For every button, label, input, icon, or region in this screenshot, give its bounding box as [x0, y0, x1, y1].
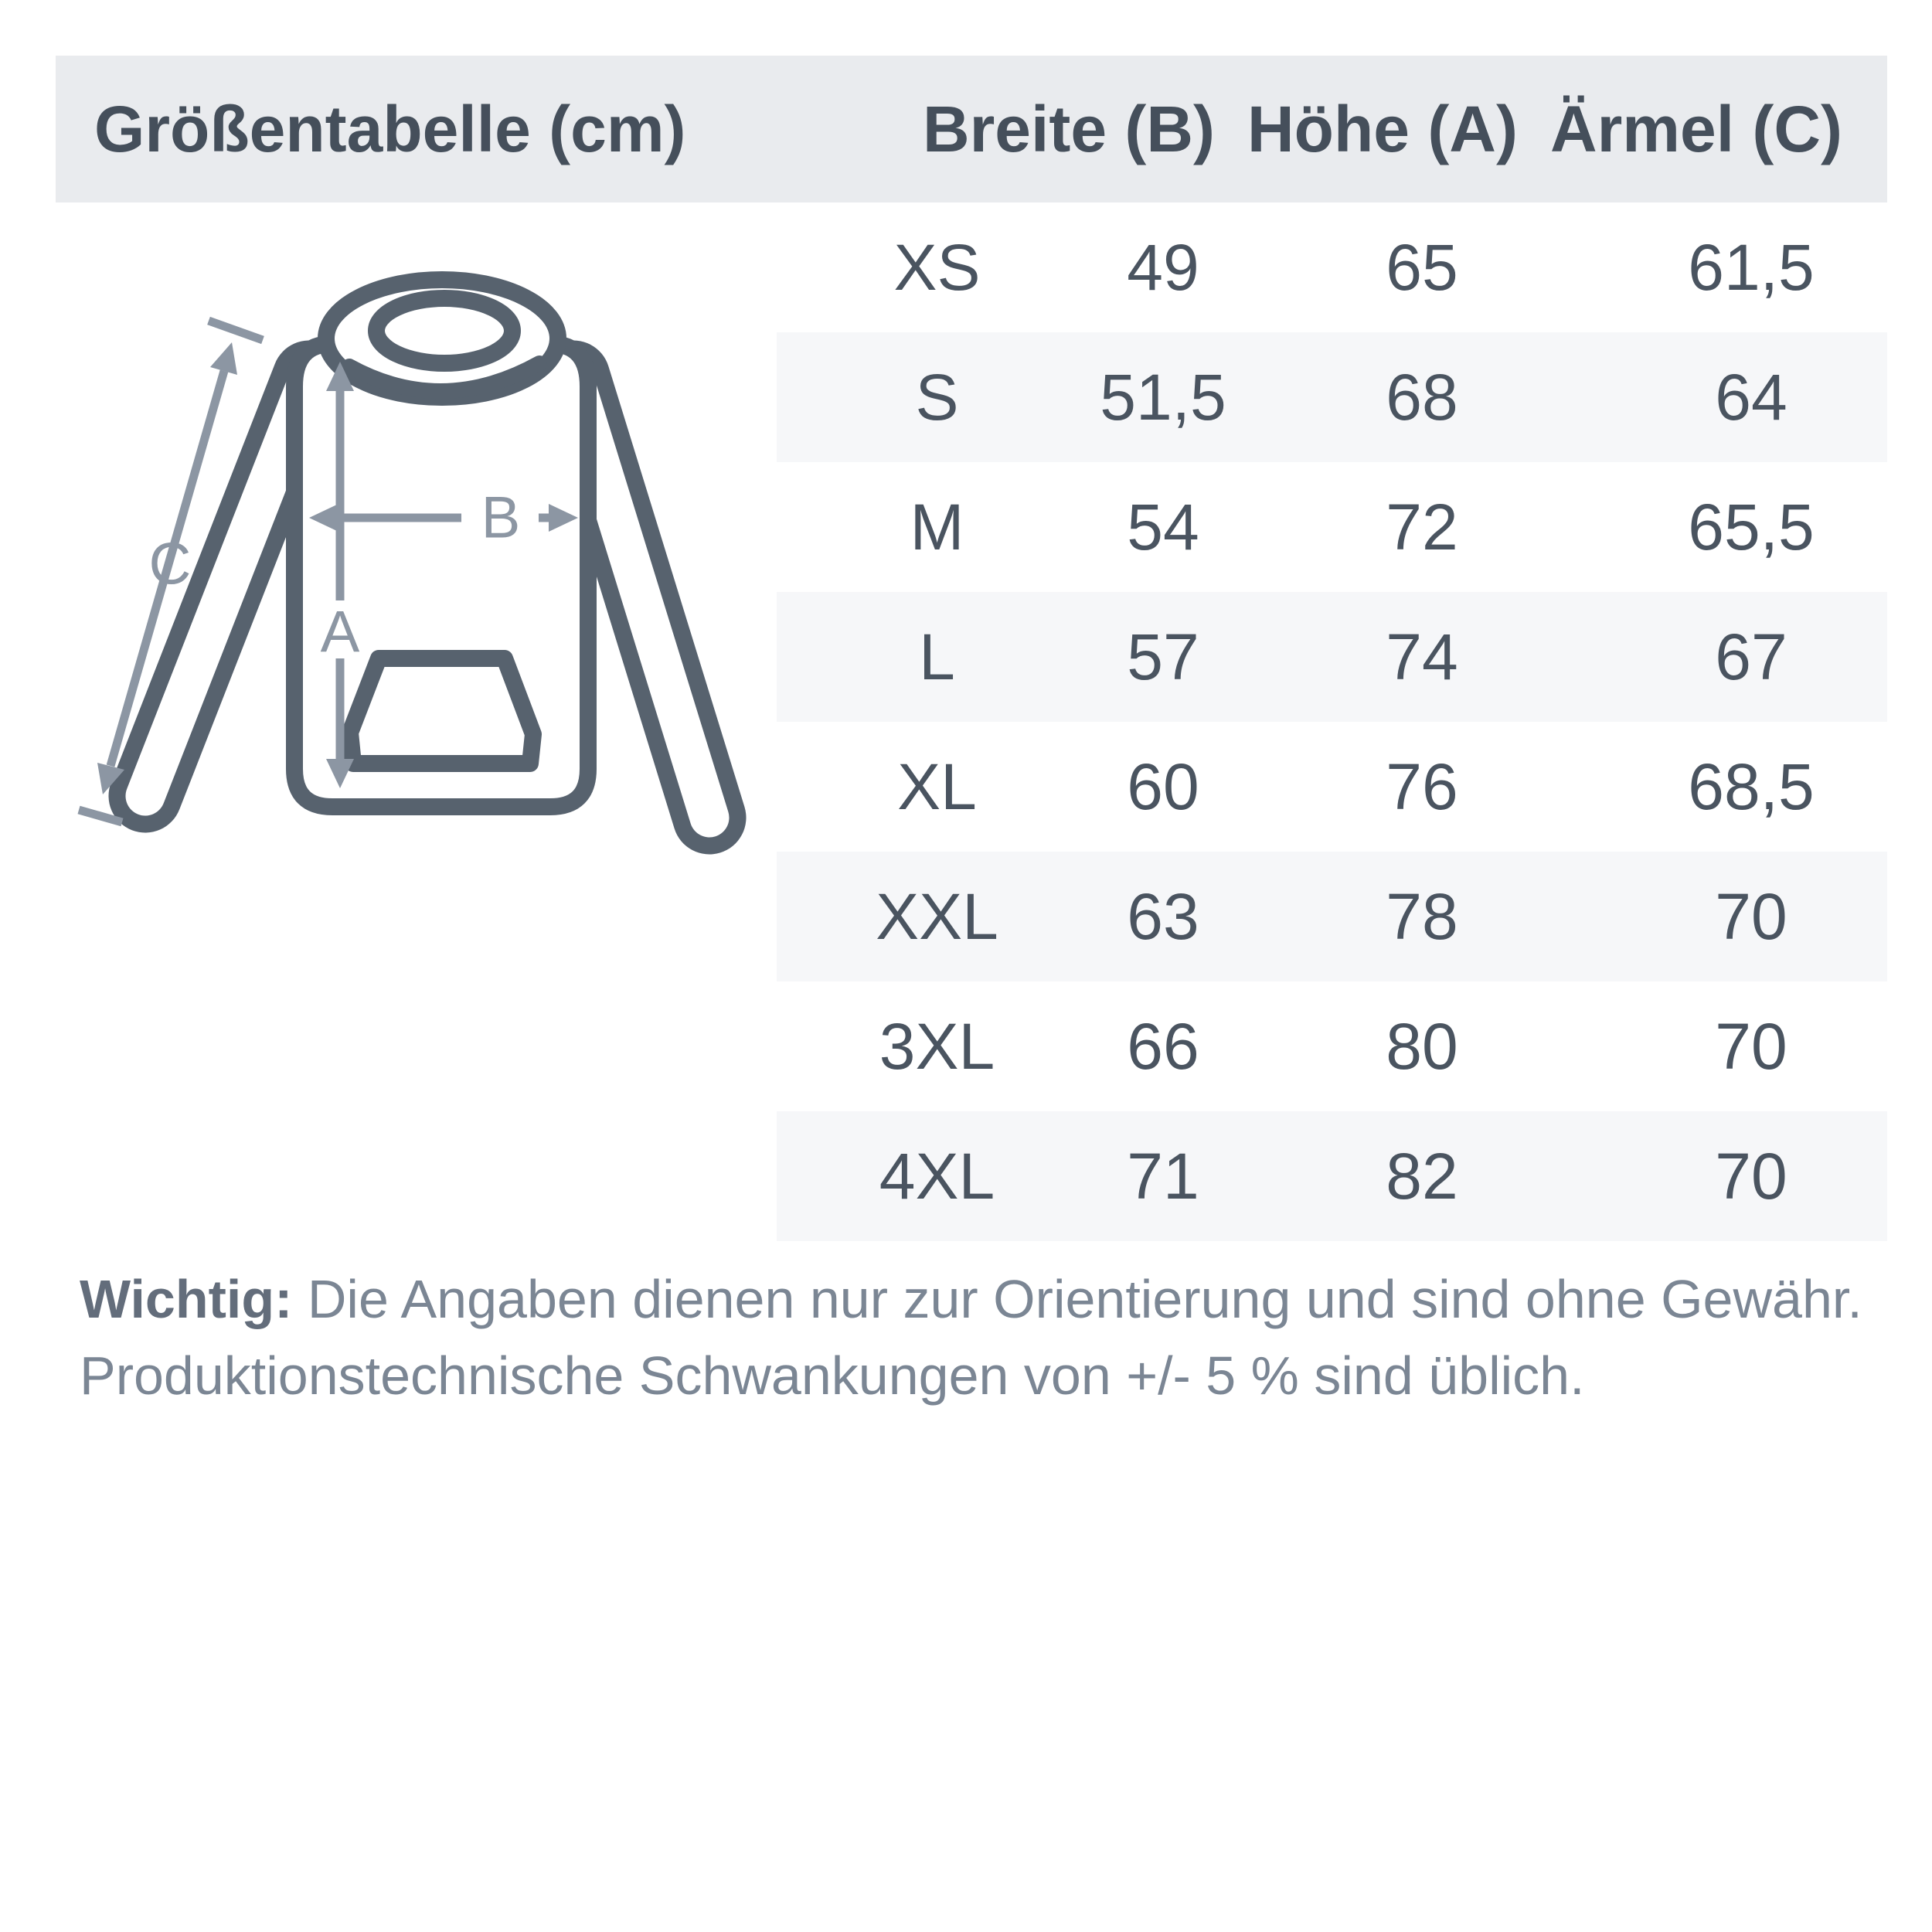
page-title: Größentabelle (cm): [94, 92, 686, 165]
aermel-cell: 68,5: [1688, 750, 1815, 823]
breite-cell: 66: [1127, 1009, 1199, 1083]
disclaimer-line-2: Produktionstechnische Schwankungen von +/- 5 % sind üblich.: [80, 1345, 1585, 1406]
hoodie-hood: [326, 280, 558, 397]
table-row-s: [777, 332, 1887, 462]
size-cell: M: [910, 490, 964, 563]
column-header-aermel: Ärmel (C): [1549, 92, 1842, 165]
disclaimer-bold-label: Wichtig:: [80, 1269, 293, 1329]
breite-cell: 71: [1127, 1139, 1199, 1213]
table-row-l: [777, 592, 1887, 722]
size-table: [777, 202, 1887, 1241]
hoehe-cell: 68: [1386, 360, 1458, 434]
table-row-xl: [777, 722, 1887, 852]
table-header-bar: [56, 56, 1887, 202]
disclaimer-line-1: [80, 1261, 1888, 1338]
hoehe-cell: 74: [1386, 620, 1458, 693]
disclaimer-text: [80, 1261, 1888, 1414]
table-row-xs: [777, 202, 1887, 332]
disclaimer-line-1-text: Die Angaben dienen nur zur Orientierung und sind ohne Gewähr.: [307, 1269, 1862, 1329]
hoehe-cell: 72: [1386, 490, 1458, 563]
hoodie-measurement-diagram: [77, 263, 773, 873]
hoehe-cell: 78: [1386, 879, 1458, 953]
table-row-4xl: [777, 1111, 1887, 1241]
breite-cell: 57: [1127, 620, 1199, 693]
diagram-label-a: A: [320, 599, 360, 665]
breite-cell: 63: [1127, 879, 1199, 953]
breite-cell: 60: [1127, 750, 1199, 823]
column-headers: [923, 56, 1842, 202]
hoehe-cell: 65: [1386, 230, 1458, 304]
column-header-hoehe: Höhe (A): [1247, 92, 1518, 165]
size-cell: XXL: [876, 879, 998, 953]
diagram-label-c: C: [148, 531, 192, 597]
aermel-cell: 70: [1715, 879, 1787, 953]
table-row-3xl: [777, 981, 1887, 1111]
table-row-m: [777, 462, 1887, 592]
breite-cell: 54: [1127, 490, 1199, 563]
breite-cell: 49: [1127, 230, 1199, 304]
size-cell: XL: [897, 750, 977, 823]
aermel-cell: 67: [1715, 620, 1787, 693]
hoodie-pocket: [350, 658, 533, 764]
size-cell: XS: [893, 230, 981, 304]
hoehe-cell: 76: [1386, 750, 1458, 823]
aermel-cell: 61,5: [1688, 230, 1815, 304]
diagram-label-b: B: [481, 485, 521, 551]
aermel-cell: 70: [1715, 1139, 1787, 1213]
hoehe-cell: 80: [1386, 1009, 1458, 1083]
size-cell: S: [915, 360, 959, 434]
size-cell: 4XL: [879, 1139, 995, 1213]
aermel-cell: 65,5: [1688, 490, 1815, 563]
column-header-breite: Breite (B): [922, 92, 1215, 165]
size-cell: 3XL: [879, 1009, 995, 1083]
size-cell: L: [919, 620, 955, 693]
breite-cell: 51,5: [1100, 360, 1226, 434]
table-row-xxl: [777, 852, 1887, 981]
hoehe-cell: 82: [1386, 1139, 1458, 1213]
aermel-cell: 64: [1715, 360, 1787, 434]
aermel-cell: 70: [1715, 1009, 1787, 1083]
